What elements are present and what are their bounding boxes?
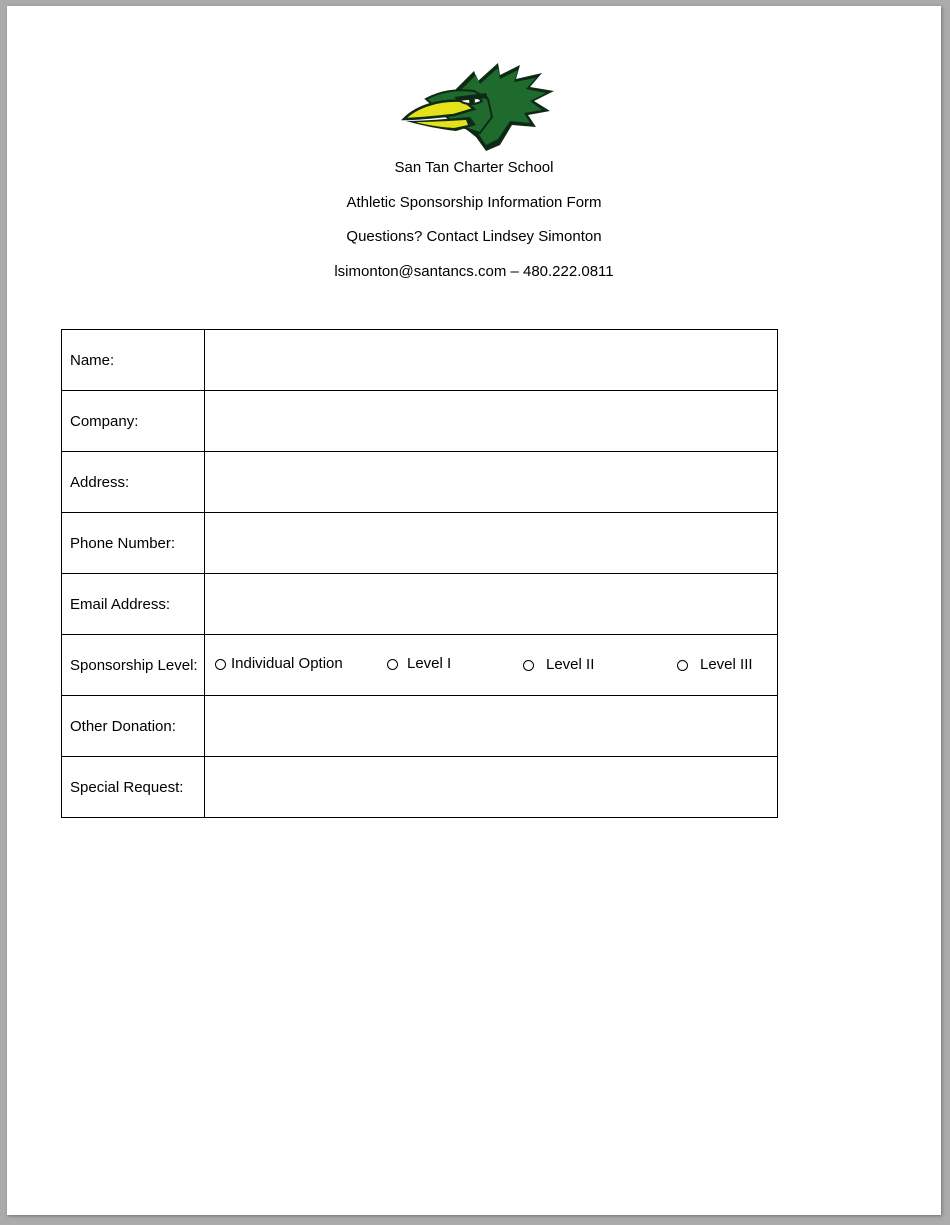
table-row	[62, 696, 778, 757]
radio-label: Level III	[700, 656, 753, 673]
radio-group	[205, 635, 777, 695]
company-field[interactable]	[205, 391, 778, 452]
field-label-special-request: Special Request:	[62, 757, 205, 818]
form-title: Athletic Sponsorship Information Form	[346, 194, 602, 211]
radio-circle-icon[interactable]	[677, 660, 688, 671]
table-row	[62, 635, 778, 696]
field-label-address: Address:	[62, 452, 205, 513]
radio-option-individual[interactable]	[215, 655, 343, 673]
table-row	[62, 513, 778, 574]
special-request-field[interactable]	[205, 757, 778, 818]
field-label-email: Email Address:	[62, 574, 205, 635]
radio-option-level-ii[interactable]	[523, 656, 594, 674]
table-row	[62, 757, 778, 818]
radio-circle-icon[interactable]	[215, 659, 226, 670]
field-label-phone: Phone Number:	[62, 513, 205, 574]
sponsorship-level-options	[205, 635, 778, 696]
table-row	[62, 391, 778, 452]
radio-label: Level II	[546, 656, 595, 673]
radio-label: Individual Option	[231, 655, 343, 672]
table-row	[62, 330, 778, 391]
radio-option-level-i[interactable]	[387, 655, 451, 673]
table-row	[62, 574, 778, 635]
document-page	[7, 6, 941, 1215]
roadrunner-logo	[396, 59, 556, 154]
school-name: San Tan Charter School	[394, 159, 554, 176]
sponsorship-form-table	[61, 329, 778, 818]
other-donation-field[interactable]	[205, 696, 778, 757]
table-row	[62, 452, 778, 513]
field-label-other-donation: Other Donation:	[62, 696, 205, 757]
field-label-company: Company:	[62, 391, 205, 452]
email-address-field[interactable]	[205, 574, 778, 635]
field-label-sponsorship-level: Sponsorship Level:	[62, 635, 205, 696]
address-field[interactable]	[205, 452, 778, 513]
radio-circle-icon[interactable]	[523, 660, 534, 671]
contact-line: lsimonton@santancs.com – 480.222.0811	[334, 263, 614, 280]
questions-line: Questions? Contact Lindsey Simonton	[346, 228, 602, 245]
phone-number-field[interactable]	[205, 513, 778, 574]
radio-label: Level I	[407, 655, 452, 672]
field-label-name: Name:	[62, 330, 205, 391]
radio-option-level-iii[interactable]	[677, 656, 753, 674]
name-field[interactable]	[205, 330, 778, 391]
radio-circle-icon[interactable]	[387, 659, 398, 670]
